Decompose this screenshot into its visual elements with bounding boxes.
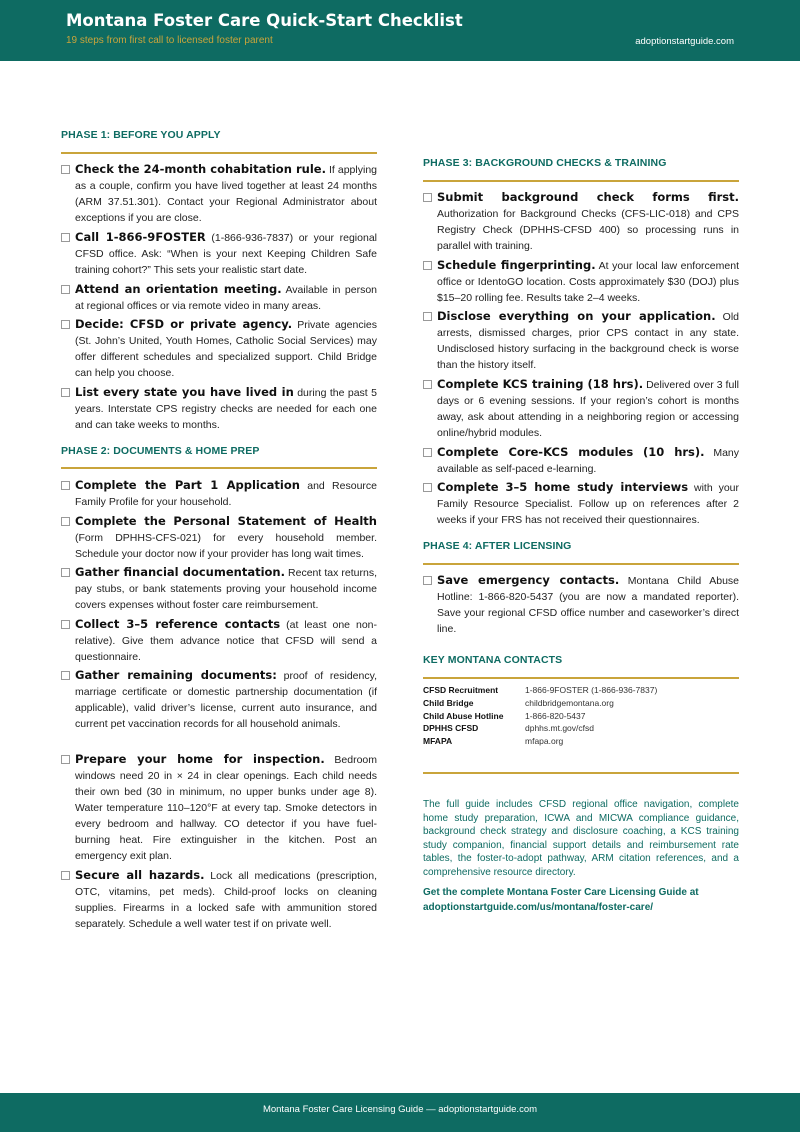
checklist-item: Complete KCS training (18 hrs). Delivered over 3 full days or 6 evening sessions. If your region’s cohort is months away, ask about attending in a neighboring region or accessing online/hybrid modules.	[423, 376, 739, 441]
contact-row: Child Bridge childbridgemontana.org	[423, 697, 614, 708]
phase-2-rule	[61, 467, 377, 469]
checklist-item: Secure all hazards. Lock all medications (prescription, OTC, vitamins, pet meds). Child-proof locks on cleaning supplies. Firearms in a locked safe with ammunition stored separately. Schedule a well water test if on private well.	[61, 867, 377, 932]
contact-row: CFSD Recruitment 1-866-9FOSTER (1-866-936-7837)	[423, 685, 658, 695]
checklist-item: Complete the Part 1 Application and Resource Family Profile for your household.	[61, 477, 377, 510]
header-site: adoptionstartguide.com	[635, 36, 734, 47]
contact-row: DPHHS CFSD dphhs.mt.gov/cfsd	[423, 723, 594, 734]
contact-row: MFAPA mfapa.org	[423, 736, 564, 747]
checkbox[interactable]	[61, 871, 70, 880]
checkbox[interactable]	[61, 755, 70, 764]
page-title: Montana Foster Care Quick-Start Checklist	[66, 11, 463, 30]
phase-3-rule	[423, 180, 739, 182]
checkbox[interactable]	[423, 312, 432, 321]
contacts-table	[423, 685, 739, 749]
checkbox[interactable]	[423, 193, 432, 202]
checkbox[interactable]	[61, 165, 70, 174]
checklist-item: Decide: CFSD or private agency. Private agencies (St. John’s United, Youth Homes, Catholic Social Services) may offer different schedules and specialized support. Child Bridge can help you choose.	[61, 316, 377, 381]
checkbox[interactable]	[423, 483, 432, 492]
checkbox[interactable]	[61, 671, 70, 680]
checklist-item: Complete Core-KCS modules (10 hrs). Many available as self-paced e-learning.	[423, 444, 739, 477]
checkbox[interactable]	[423, 448, 432, 457]
checkbox[interactable]	[61, 320, 70, 329]
checkbox[interactable]	[61, 233, 70, 242]
checklist-item: Collect 3–5 reference contacts (at least one non-relative). Give them advance notice that CFSD will send a questionnaire.	[61, 616, 377, 665]
checklist-item: List every state you have lived in during the past 5 years. Interstate CPS registry checks are needed for each one and can take weeks to months.	[61, 384, 377, 433]
checklist-item: Complete 3–5 home study interviews with your Family Resource Specialist. Follow up on references after 2 weeks if your FRS has not received their questionnaires.	[423, 479, 739, 528]
contacts-heading: KEY MONTANA CONTACTS	[423, 654, 563, 666]
contact-row: Child Abuse Hotline 1-866-820-5437	[423, 710, 586, 721]
checkbox[interactable]	[61, 388, 70, 397]
checkbox[interactable]	[61, 481, 70, 490]
promo-cta[interactable]: Get the complete Montana Foster Care Licensing Guide at adoptionstartguide.com/us/montana/foster-care/	[423, 887, 699, 913]
page-header	[0, 0, 800, 61]
promo-text: The full guide includes CFSD regional office navigation, complete home study preparation, ICWA and MICWA compliance guidance, background check strategy and disclosure coaching, a KCS training study companion, financial support details and reimbursement rate tables, the foster-to-adopt pathway, ARM citation references, and a comprehensive resource directory.	[423, 799, 739, 878]
checklist-item: Prepare your home for inspection. Bedroom windows need 20 in × 24 in clear openings. Each child needs their own bed (30 in minimum, no upper bunks under age 8). Water temperature 110–120°F at every tap. Smoke detectors in every bedroom and hallway. CO detector if you have fuel-burning heat. Fire extinguisher in the kitchen. Post an emergency exit plan.	[61, 751, 377, 864]
page-subtitle: 19 steps from first call to licensed foster parent	[66, 35, 273, 46]
checkbox[interactable]	[61, 285, 70, 294]
phase-4-rule	[423, 563, 739, 565]
phase-2-heading: PHASE 2: DOCUMENTS & HOME PREP	[61, 445, 260, 457]
checklist-item: Complete the Personal Statement of Health (Form DPHHS-CFS-021) for every household member. Schedule your doctor now if your provider has long wait times.	[61, 513, 377, 562]
checklist-item: Save emergency contacts. Montana Child Abuse Hotline: 1-866-820-5437 (you are now a mandated reporter). Save your regional CFSD office number and caseworker’s direct line.	[423, 572, 739, 637]
page-footer: Montana Foster Care Licensing Guide — adoptionstartguide.com	[0, 1093, 800, 1132]
checkbox[interactable]	[423, 380, 432, 389]
contacts-rule	[423, 677, 739, 679]
checkbox[interactable]	[423, 576, 432, 585]
checklist-item: Gather financial documentation. Recent tax returns, pay stubs, or bank statements proving your household income covers expenses without foster care reimbursement.	[61, 564, 377, 613]
checkbox[interactable]	[423, 261, 432, 270]
phase-1-rule	[61, 152, 377, 154]
checklist-item: Call 1-866-9FOSTER (1-866-936-7837) or your regional CFSD office. Ask: “When is your next Keeping Children Safe training cohort?” This sets your realistic start date.	[61, 229, 377, 278]
phase-4-heading: PHASE 4: AFTER LICENSING	[423, 540, 572, 552]
checkbox[interactable]	[61, 620, 70, 629]
checklist-item: Disclose everything on your application. Old arrests, dismissed charges, prior CPS contact in any state. Undisclosed history surfacing in the background check is worse than the history itself.	[423, 308, 739, 373]
checklist-item: Submit background check forms first. Authorization for Background Checks (CFS-LIC-018) and CPS Registry Check (DPHHS-CFSD 400) so processing runs in parallel with training.	[423, 189, 739, 254]
checkbox[interactable]	[61, 568, 70, 577]
checklist-item: Check the 24-month cohabitation rule. If applying as a couple, confirm you have lived together at least 24 months (ARM 37.51.301). Contact your Regional Administrator about exceptions if you are close.	[61, 161, 377, 226]
promo-rule	[423, 772, 739, 774]
checklist-item: Gather remaining documents: proof of residency, marriage certificate or domestic partnership documentation (if applicable), valid driver’s license, current auto insurance, and current pet vaccination records for all household animals.	[61, 667, 377, 732]
checklist-item: Schedule fingerprinting. At your local law enforcement office or IdentoGO location. Costs approximately $30 (DOJ) plus $15–20 rolling fee. Results take 2–4 weeks.	[423, 257, 739, 306]
checkbox[interactable]	[61, 517, 70, 526]
checklist-item: Attend an orientation meeting. Available in person at regional offices or via remote video in many areas.	[61, 281, 377, 314]
phase-3-heading: PHASE 3: BACKGROUND CHECKS & TRAINING	[423, 157, 667, 169]
phase-1-heading: PHASE 1: BEFORE YOU APPLY	[61, 129, 221, 141]
